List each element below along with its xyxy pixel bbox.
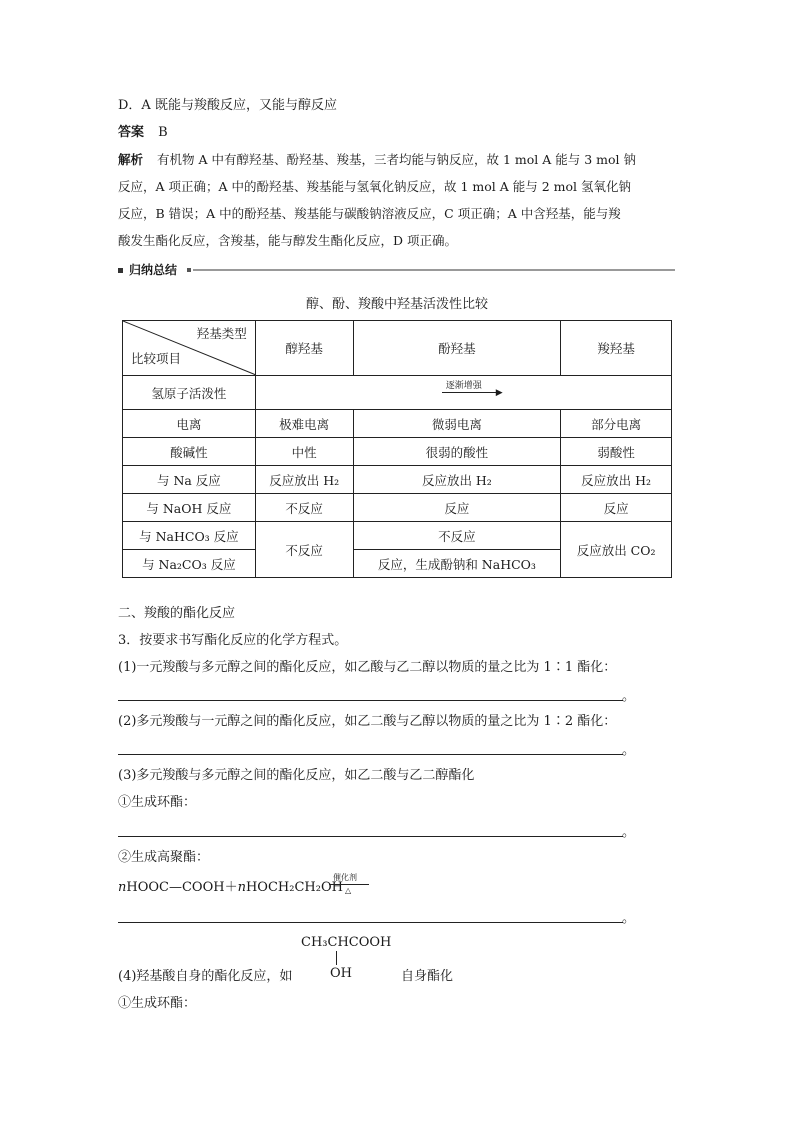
row-label-h-activity: 氢原子活泼性 [123, 376, 256, 410]
table-cell: 微弱电离 [353, 410, 561, 438]
analysis-label: 解析 [118, 152, 144, 167]
eq-n: n [118, 880, 127, 895]
table-cell: 中性 [255, 438, 353, 466]
phenol-na2co3-cell: 反应，生成酚钠和 NaHCO₃ [353, 550, 561, 578]
option-d: D．A 既能与羧酸反应，又能与醇反应 [118, 98, 337, 113]
row-label: 与 Na 反应 [123, 466, 256, 494]
arrow-line [442, 392, 498, 393]
catalyst-label: 催化剂 [333, 873, 357, 882]
comparison-table [122, 320, 672, 578]
col-header-phenol: 酚羟基 [353, 321, 561, 376]
h-activity-arrow-cell [255, 376, 671, 410]
table-cell: 反应放出 H₂ [561, 466, 672, 494]
col-header-alcohol: 醇羟基 [255, 321, 353, 376]
q3-part1: (1)一元羧酸与多元醇之间的酯化反应，如乙酸与乙二醇以物质的量之比为 1∶1 酯化： [118, 660, 617, 675]
table-cell: 反应放出 H₂ [255, 466, 353, 494]
merged-acid-cell: 反应放出 CO₂ [561, 522, 672, 578]
table-cell: 反应放出 H₂ [353, 466, 561, 494]
row-label-nahco3: 与 NaHCO₃ 反应 [123, 522, 256, 550]
period-4: 。 [622, 911, 636, 926]
row-label: 电离 [123, 410, 256, 438]
row-label: 酸碱性 [123, 438, 256, 466]
q3-part3a: ①生成环酯： [118, 795, 197, 810]
diag-bottom-label: 比较项目 [131, 351, 182, 366]
summary-bullet [118, 268, 123, 273]
analysis-line-2: 反应，A 项正确；A 中的酚羟基、羧基能与氢氧化钠反应，故 1 mol A 能与 2 mol 氢氧化钠 [118, 179, 632, 194]
q3-part4-suffix: 自身酯化 [401, 969, 454, 984]
answer-line [118, 124, 168, 142]
table-cell: 极难电离 [255, 410, 353, 438]
arrow-label: 逐渐增强 [445, 380, 482, 391]
row-label-na2co3: 与 Na₂CO₃ 反应 [123, 550, 256, 578]
table-cell: 反应 [353, 494, 561, 522]
analysis-line-4: 酸发生酯化反应，含羧基，能与醇发生酯化反应，D 项正确。 [118, 233, 457, 248]
col-header-acid: 羧羟基 [561, 321, 672, 376]
q3-part2: (2)多元羧酸与一元醇之间的酯化反应，如乙二酸与乙醇以物质的量之比为 1∶2 酯化： [118, 714, 617, 729]
table-cell: 很弱的酸性 [353, 438, 561, 466]
arrow-right-icon: ▶ [495, 387, 503, 398]
table-title: 醇、酚、羧酸中羟基活泼性比较 [305, 297, 488, 312]
q3-stem: 3．按要求书写酯化反应的化学方程式。 [118, 633, 348, 648]
eq-n2: n [237, 880, 246, 895]
answer-blank-2[interactable] [118, 754, 623, 755]
answer-label: 答案 [118, 125, 145, 140]
period-3: 。 [622, 825, 636, 840]
q3-part4a: ①生成环酯： [118, 996, 197, 1011]
table-cell: 弱酸性 [561, 438, 672, 466]
polyester-equation: nHOOC—COOH＋nHOCH₂CH₂OH [118, 880, 343, 895]
diag-top-label: 羟基类型 [196, 326, 247, 341]
answer-blank-3[interactable] [118, 836, 623, 837]
lactic-acid-formula-top: CH₃CHCOOH [301, 935, 392, 950]
summary-header: 归纳总结 [129, 263, 178, 277]
row-label: 与 NaOH 反应 [123, 494, 256, 522]
period-1: 。 [622, 689, 636, 704]
answer-blank-4[interactable] [118, 922, 623, 923]
period-2: 。 [622, 743, 636, 758]
analysis-line-3: 反应，B 错误；A 中的酚羟基、羧基能与碳酸钠溶液反应，C 项正确；A 中含羟基，能与羧 [118, 206, 621, 221]
q3-part4-prefix: (4)羟基酸自身的酯化反应，如 [118, 969, 293, 984]
section2-title: 二、羧酸的酯化反应 [118, 606, 236, 621]
phenol-nahco3-cell: 不反应 [353, 522, 561, 550]
heat-label: △ [345, 886, 352, 895]
summary-dot [187, 268, 191, 272]
reaction-arrow-line [329, 884, 369, 885]
q3-part3b: ②生成高聚酯： [118, 850, 210, 865]
merged-alcohol-cell: 不反应 [255, 522, 353, 578]
diagonal-header-cell [123, 321, 256, 376]
table-cell: 部分电离 [561, 410, 672, 438]
answer-value: B [158, 125, 168, 140]
formula-bond-line [336, 951, 337, 965]
analysis-line-1: 解析 有机物 A 中有醇羟基、酚羟基、羧基，三者均能与钠反应，故 1 mol A 能与 3 mol 钠 [118, 152, 636, 167]
table-cell: 反应 [561, 494, 672, 522]
answer-blank-1[interactable] [118, 700, 623, 701]
summary-rule [193, 269, 675, 271]
lactic-acid-formula-bottom: OH [330, 966, 352, 981]
table-cell: 不反应 [255, 494, 353, 522]
q3-part3: (3)多元羧酸与多元醇之间的酯化反应，如乙二酸与乙二醇酯化 [118, 768, 475, 783]
